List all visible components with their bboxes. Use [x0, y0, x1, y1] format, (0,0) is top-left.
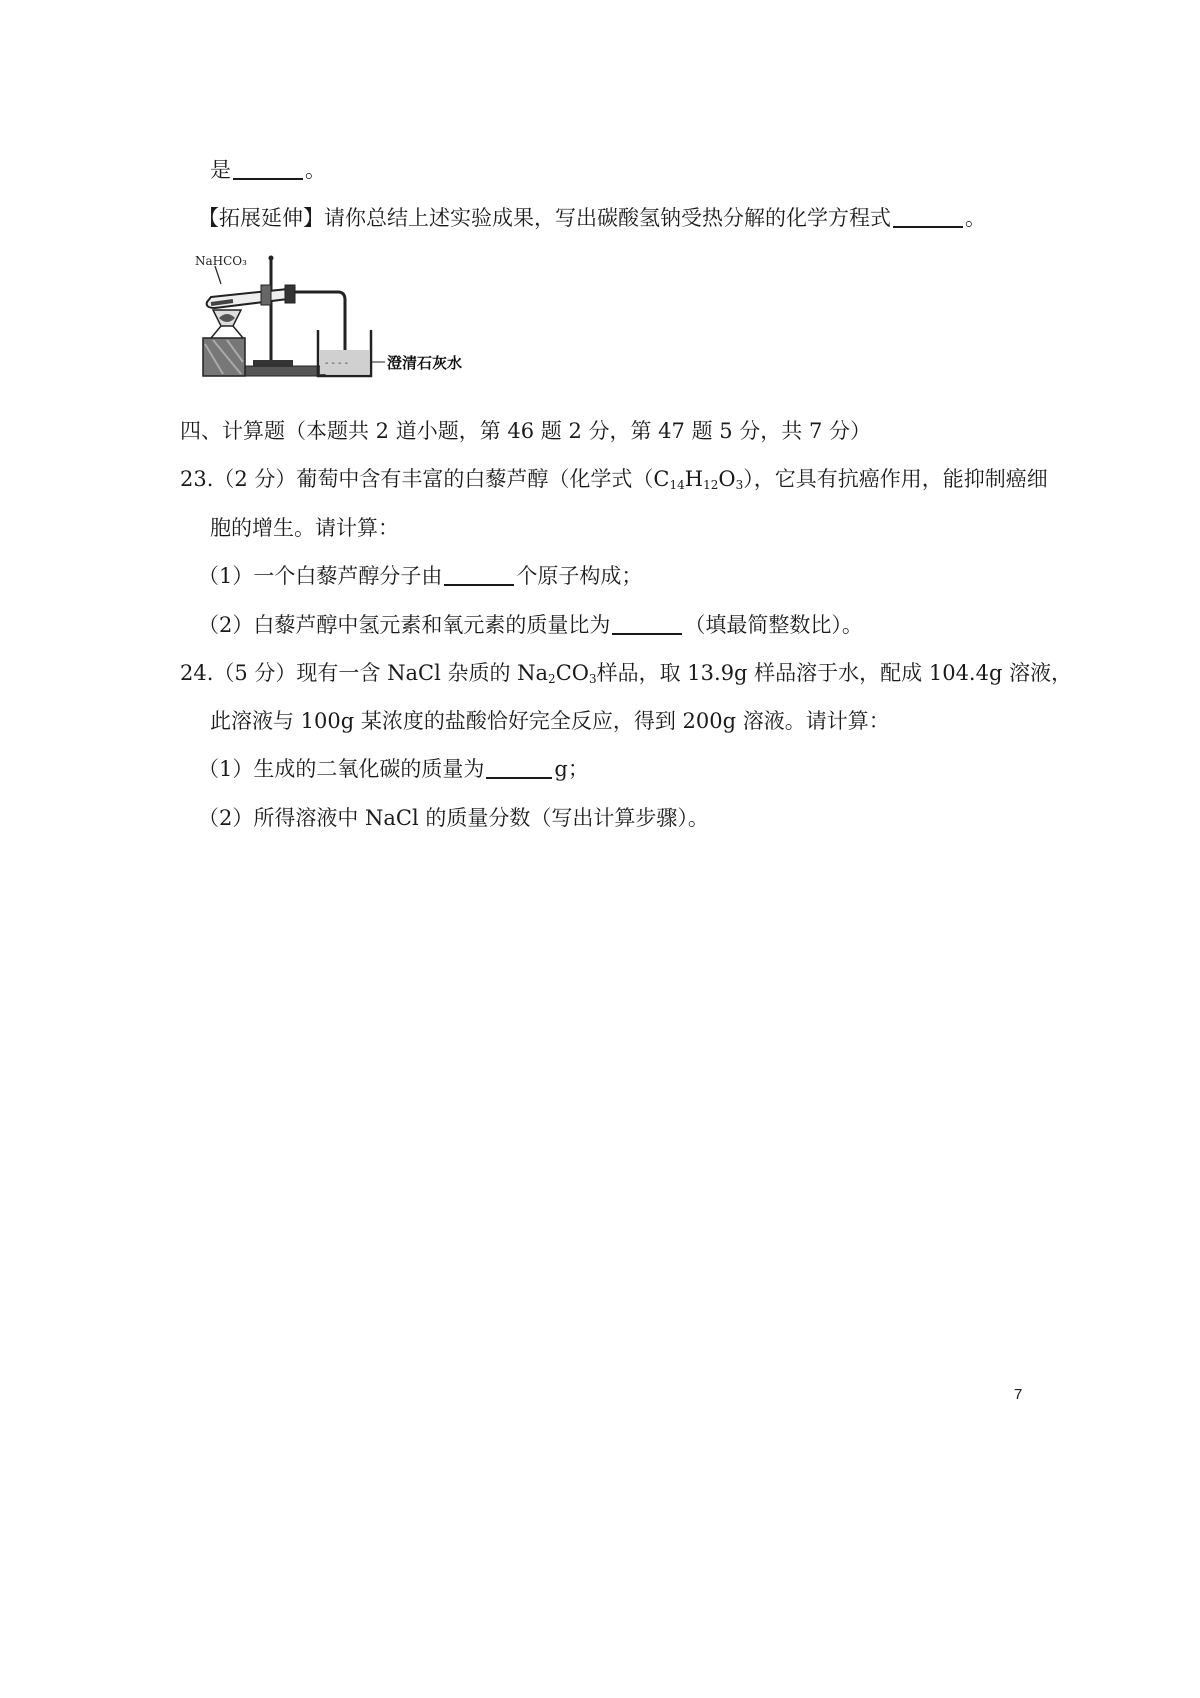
question-24-stem	[180, 658, 1072, 694]
q24-co: CO	[555, 661, 589, 685]
q24-part1-text: （1）生成的二氧化碳的质量为	[198, 757, 485, 781]
q23-part2-text: （2）白藜芦醇中氢元素和氧元素的质量比为	[198, 613, 611, 637]
line-prefix: 是	[210, 158, 231, 182]
q24-stem-rest: 样品，取 13.9g 样品溶于水，配成 104.4g 溶液，	[596, 661, 1073, 685]
question-23-stem	[180, 464, 1048, 500]
section-title-text: 四、计算题（本题共 2 道小题，第 46 题 2 分，第 47 题 5 分，共 7 分）	[180, 419, 871, 443]
figure-label-limewater: 澄清石灰水	[387, 354, 463, 372]
q24-stem-text: 24.（5 分）现有一含 NaCl 杂质的 Na	[180, 661, 549, 685]
q23-stem-line2-text: 胞的增生。请计算：	[210, 516, 399, 540]
answer-blank[interactable]	[612, 613, 682, 635]
answer-blank[interactable]	[893, 206, 963, 228]
q23-stem-text: 23.（2 分）葡萄中含有丰富的白藜芦醇（化学式（C	[180, 467, 670, 491]
question-24-part-2	[198, 803, 709, 833]
apparatus-figure	[193, 248, 487, 390]
page-number: 7	[1014, 1386, 1023, 1403]
question-24-stem-line-2	[210, 706, 890, 736]
section-4-title	[180, 416, 871, 446]
q24-part1-suffix: g；	[554, 757, 589, 781]
q23-part1-text: （1）一个白藜芦醇分子由	[198, 564, 443, 588]
q23-sub-12: 12	[703, 478, 719, 492]
svg-text:- - - -: - - - -	[325, 358, 349, 369]
q23-sub-14: 14	[669, 478, 685, 492]
q23-sub-3: 3	[735, 478, 744, 492]
extension-suffix: 。	[965, 206, 986, 230]
answer-blank[interactable]	[233, 158, 303, 180]
extension-text: 【拓展延伸】请你总结上述实验成果，写出碳酸氢钠受热分解的化学方程式	[198, 206, 891, 230]
q24-sub-3: 3	[588, 672, 597, 686]
question-23-part-2	[198, 610, 863, 640]
figure-label-reagent: NaHCO₃	[195, 254, 247, 268]
question-23-part-1	[198, 561, 642, 591]
q23-part2-suffix: （填最简整数比）。	[684, 613, 863, 637]
line-suffix: 。	[305, 158, 326, 182]
answer-line-1	[210, 155, 326, 185]
answer-blank[interactable]	[486, 757, 552, 779]
question-23-stem-line-2	[210, 513, 399, 543]
q24-part2-text: （2）所得溶液中 NaCl 的质量分数（写出计算步骤）。	[198, 806, 709, 830]
q23-o: O	[718, 467, 736, 491]
question-24-part-1	[198, 754, 589, 784]
q23-part1-suffix: 个原子构成；	[516, 564, 643, 588]
q24-stem-line2-text: 此溶液与 100g 某浓度的盐酸恰好完全反应，得到 200g 溶液。请计算：	[210, 709, 890, 733]
q23-stem-rest: ），它具有抗癌作用，能抑制癌细	[743, 467, 1048, 491]
answer-blank[interactable]	[444, 564, 514, 586]
extension-question	[198, 203, 986, 233]
q23-h: H	[684, 467, 704, 491]
q24-sub-2: 2	[548, 672, 556, 686]
